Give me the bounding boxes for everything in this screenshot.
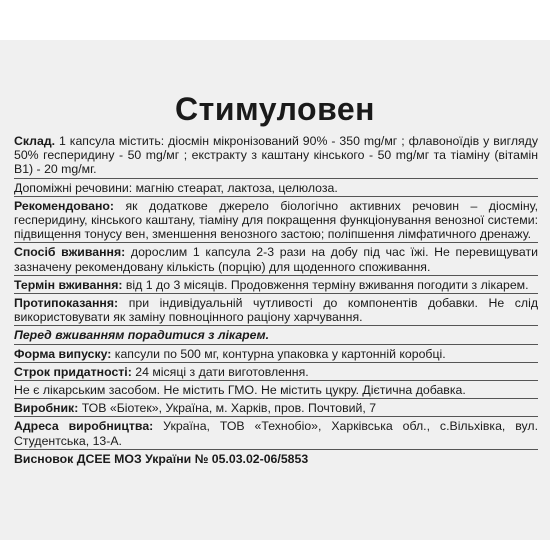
product-title: Стимуловен [175,91,375,127]
section-excipients [14,181,538,195]
divider [14,380,538,381]
section-label: Виробник: [14,401,79,416]
divider [14,293,538,294]
section-label: Спосіб вживання: [14,245,126,260]
section-release-form [14,347,538,361]
section-text: 24 місяці з дати виготовлення. [131,364,309,379]
section-contraindications [14,296,538,324]
divider [14,178,538,179]
divider [14,416,538,417]
section-disclaimer [14,383,538,397]
section-consult-doctor [14,328,538,342]
divider [14,242,538,243]
label-content [14,134,538,466]
section-text: від 1 до 3 місяців. Продовження терміну вживання погодити з лікарем. [122,277,529,292]
section-label: Термін вживання: [14,277,123,292]
section-production-address [14,419,538,447]
section-text: дорослим 1 капсула 2-3 рази на добу під час їжі. Не перевищувати зазначену рекомендовану кількість (порцію) для щоденного споживання. [14,245,538,274]
section-label: Рекомендовано: [14,198,115,213]
section-label: Протипоказання: [14,296,119,311]
section-text: при індивідуальній чутливості до компонентів добавки. Не слід використовувати як заміну повноцінного раціону харчування. [14,296,538,325]
section-composition [14,134,538,177]
section-label: Склад. [14,134,56,148]
section-text: Допоміжні речовини: магнію стеарат, лактоза, целюлоза. [14,180,338,195]
section-text: 1 капсула містить: діосмін мікронізований 90% - 350 mg/мг ; флавоноїдів у вигляду 50% гесперидину - 50 mg/мг ; екстракту з каштану кінського - 50 mg/мг та тіаміну (вітамін В1) - 20 mg/мг. [14,134,538,177]
section-duration [14,278,538,292]
section-manufacturer [14,401,538,415]
section-usage [14,245,538,273]
divider [14,398,538,399]
section-text: ТОВ «Біотек», Україна, м. Харків, пров. Почтовий, 7 [78,401,377,416]
section-certificate [14,452,538,466]
divider [14,449,538,450]
warning-text: Перед вживанням порадитися з лікарем. [14,328,270,343]
section-text: Не є лікарським засобом. Не містить ГМО. Не містить цукру. Дієтична добавка. [14,383,466,398]
divider [14,362,538,363]
section-label: Форма випуску: [14,346,112,361]
divider [14,196,538,197]
section-recommended [14,199,538,242]
divider [14,325,538,326]
section-text: як додаткове джерело біологічно активних речовин – діосміну, гесперидину, кінського каштану, тіаміну для покращення функціонування венозної системи: підвищення тонусу вен, зменшення венозного застою; поліпшення лімфатичного дренажу. [14,198,538,242]
section-label: Адреса виробництва: [14,419,154,434]
section-label: Строк придатності: [14,364,132,379]
section-label: Висновок ДСЕЕ МОЗ України № 05.03.02-06/5853 [14,451,309,466]
section-text: капсули по 500 мг, контурна упаковка у картонній коробці. [111,346,446,361]
section-shelf-life [14,365,538,379]
divider [14,275,538,276]
divider [14,344,538,345]
section-text: Україна, ТОВ «Технобіо», Харківська обл., с.Вільхівка, вул. Студентська, 13-А. [14,419,538,448]
